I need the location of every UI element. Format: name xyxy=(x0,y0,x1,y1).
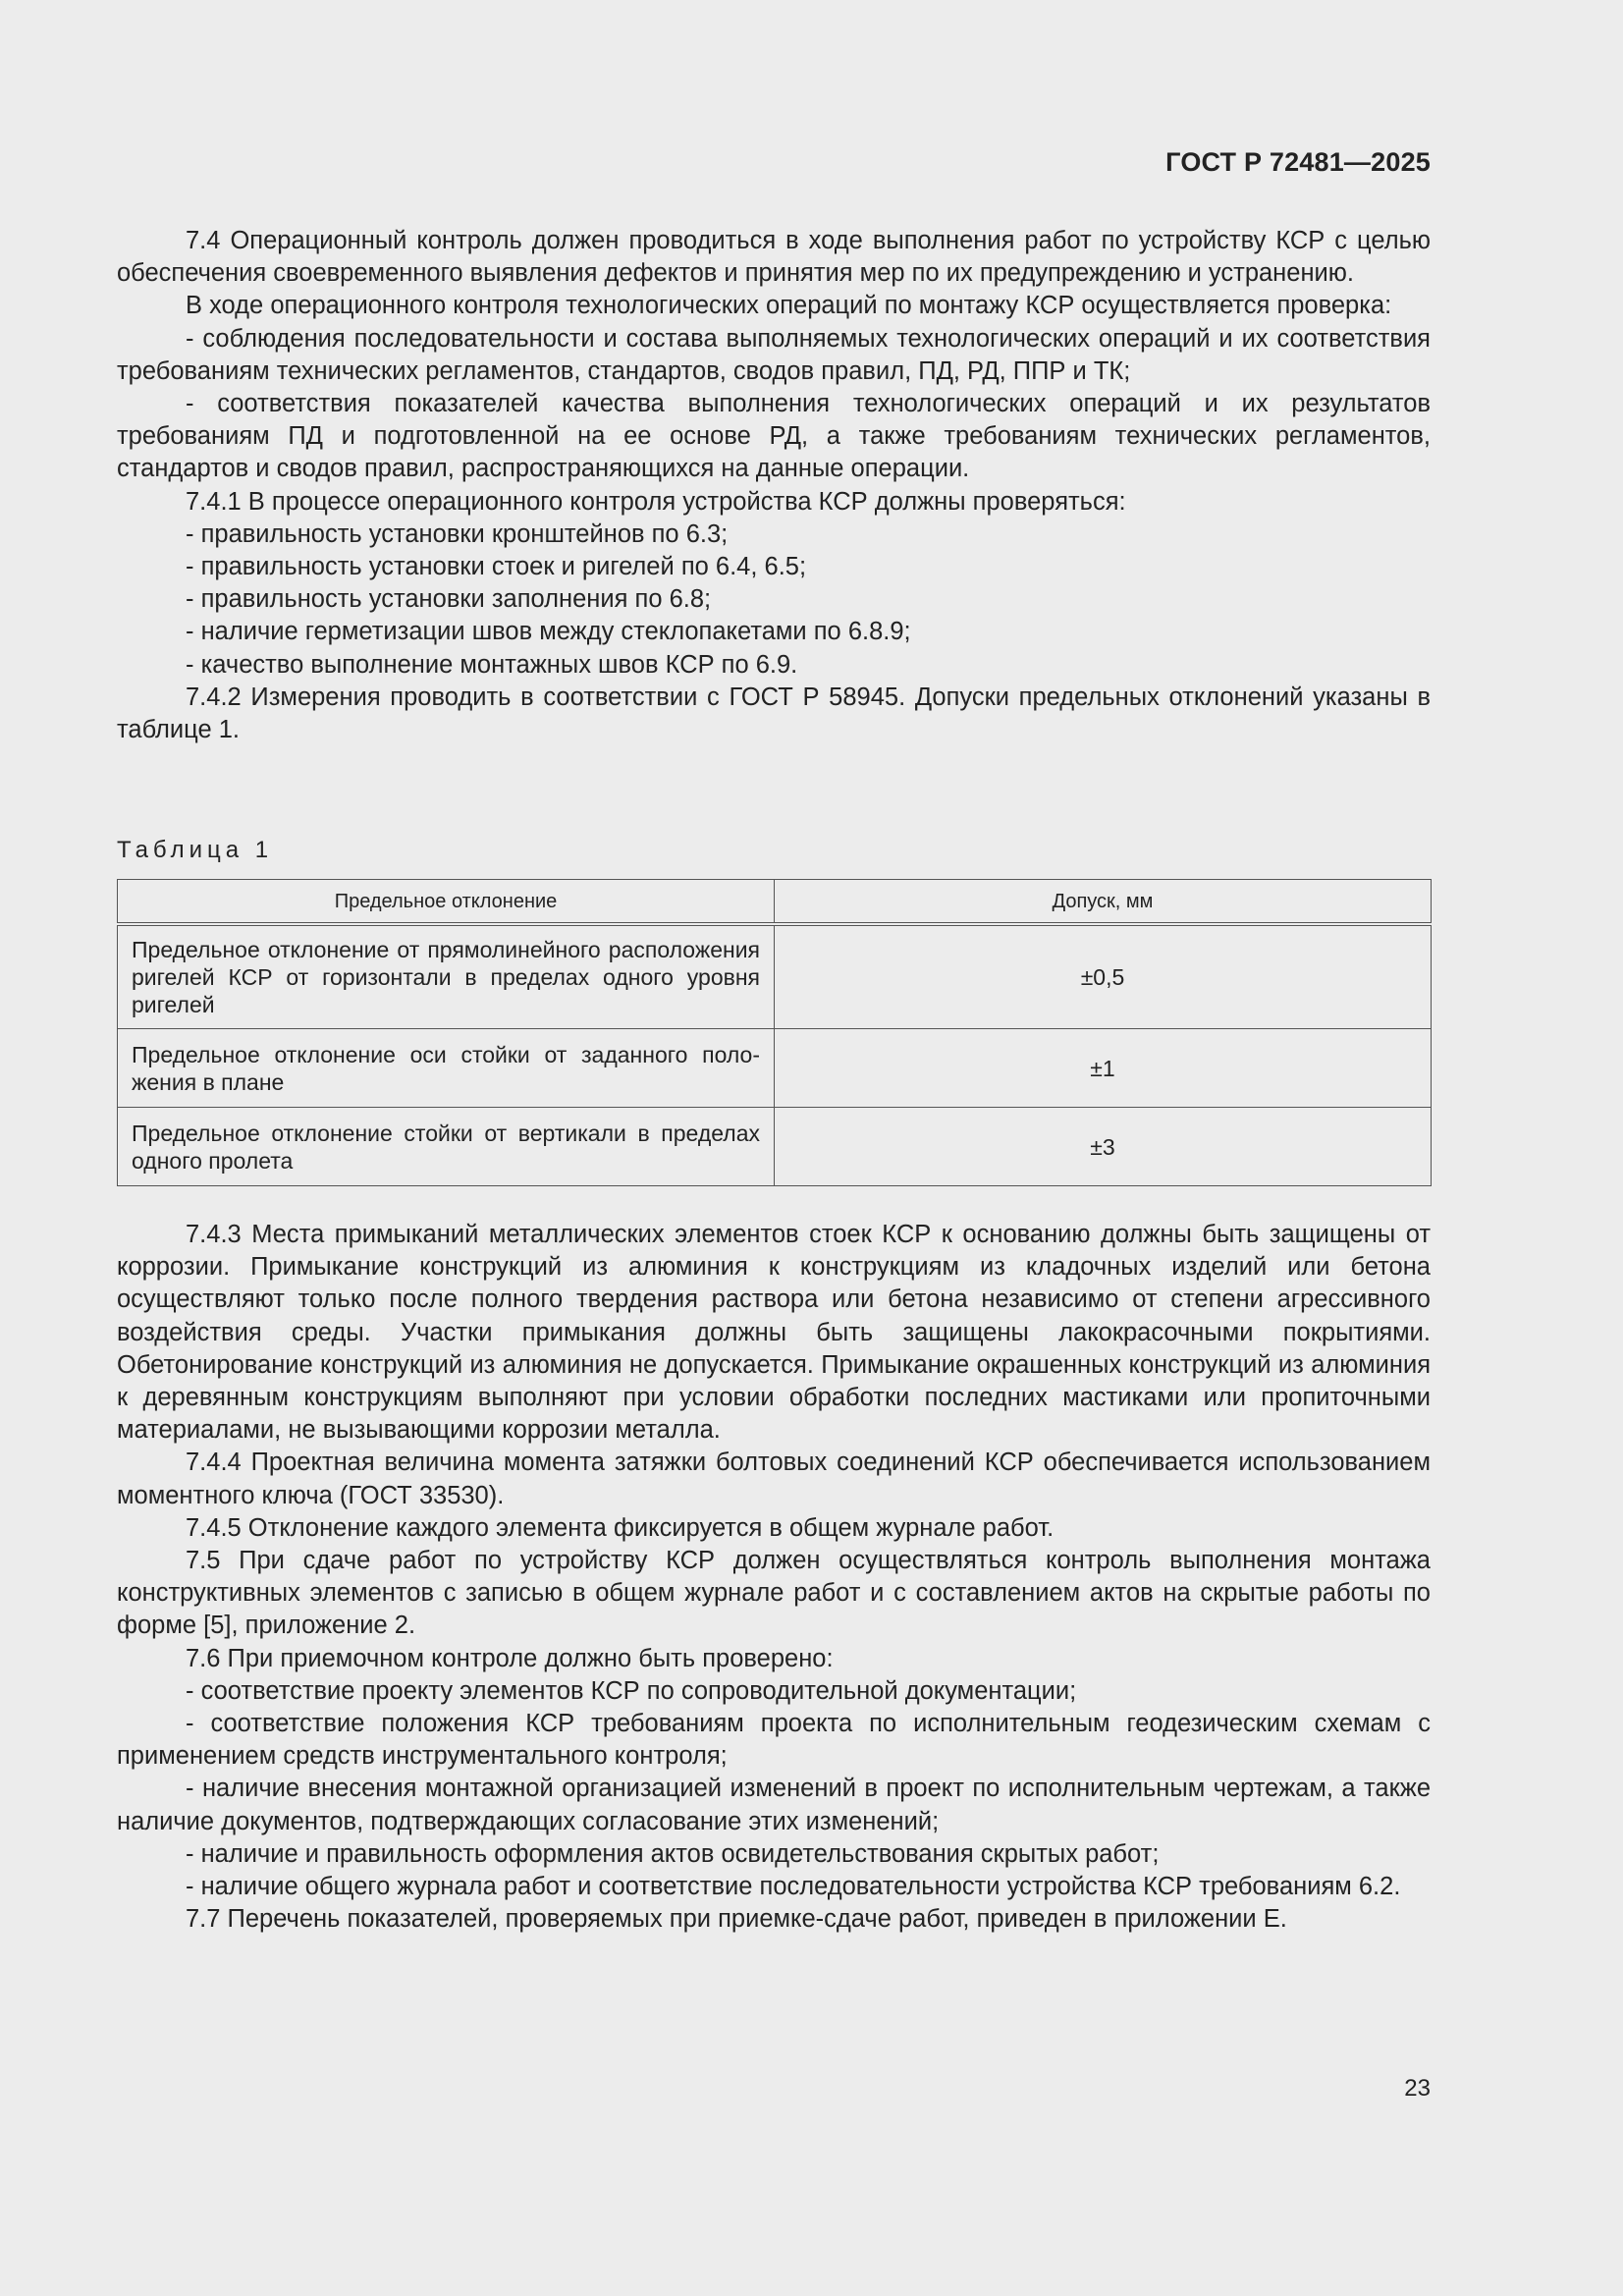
table-header-tolerance: Допуск, мм xyxy=(775,880,1432,925)
table-header-deviation: Предельное отклонение xyxy=(118,880,775,925)
paragraph-7-4-1: 7.4.1 В процессе операционного контроля устройства КСР должны проверяться: xyxy=(186,487,1126,516)
list-item: - наличие общего журнала работ и соответствие последовательности устройства КСР требованиям 6.2. xyxy=(186,1873,1401,1901)
bottom-text-block xyxy=(117,1219,1431,1936)
list-item: - наличие внесения монтажной организацией изменений в проект по исполнительным чертежам, а также наличие документов, подтверждающих согласование этих изменений; xyxy=(117,1775,1431,1835)
table-cell-deviation: Предельное отклонение оси стойки от заданного положения в плане xyxy=(118,1029,775,1108)
paragraph-7-4-4: 7.4.4 Проектная величина момента затяжки болтовых соединений КСР обеспечивается использованием моментного ключа (ГОСТ 33530). xyxy=(117,1449,1431,1509)
table-cell-tolerance: ±3 xyxy=(775,1108,1432,1186)
standard-header: ГОСТ Р 72481—2025 xyxy=(1165,147,1431,177)
paragraph-7-4: 7.4 Операционный контроль должен проводиться в ходе выполнения работ по устройству КСР с целью обеспечения своевременного выявления дефектов и принятия мер по их предупреждению и устранению. xyxy=(117,227,1431,288)
paragraph-7-5: 7.5 При сдаче работ по устройству КСР должен осуществляться контроль выполнения монтажа конструктивных элементов с записью в общем журнале работ и с составлением актов на скрытые работы по форме [5], приложение 2. xyxy=(117,1547,1431,1640)
list-item: - наличие и правильность оформления актов освидетельствования скрытых работ; xyxy=(186,1839,1160,1868)
list-item: - соответствие проекту элементов КСР по сопроводительной документации; xyxy=(186,1676,1077,1705)
paragraph-7-4-2: 7.4.2 Измерения проводить в соответствии с ГОСТ Р 58945. Допуски предельных отклонений указаны в таблице 1. xyxy=(117,683,1431,744)
table-cell-deviation: Предельное отклонение стойки от вертикали в пределах одного пролета xyxy=(118,1108,775,1186)
table-cell-tolerance: ±1 xyxy=(775,1029,1432,1108)
list-item: - качество выполнение монтажных швов КСР по 6.9. xyxy=(186,650,798,679)
page-number: 23 xyxy=(1404,2075,1431,2102)
top-text-block xyxy=(117,225,1431,746)
table-cell-deviation: Предельное отклонение от прямолинейного расположения ригелей КСР от горизонтали в пределах одного уровня ригелей xyxy=(118,924,775,1029)
table-row xyxy=(118,924,1432,1029)
table-caption: Таблица 1 xyxy=(117,837,274,863)
list-item: - соответствия показателей качества выполнения технологических операций и их результатов требованиям ПД и подготовленной на ее основе РД, а также требованиям технических регламентов, стандартов и сводов правил, распространяющихся на данные операции. xyxy=(117,390,1431,483)
paragraph-7-4-3: 7.4.3 Места примыканий металлических элементов стоек КСР к основанию должны быть защищены от коррозии. Примыкание конструкций из алюминия к конструкциям из кладочных изделий или бетона осуществляют только после полного твердения раствора или бетона независимо от степени агрессивного воздействия среды. Участки примыкания должны быть защищены лакокрасочными покрытиями. Обетонирование конструкций из алюминия не допускается. Примыкание окрашенных конструкций из алюминия к деревянным конструкциям выполняют при условии обработки последних мастиками или пропиточными материалами, не вызывающими коррозии металла. xyxy=(117,1221,1431,1445)
table-cell-tolerance: ±0,5 xyxy=(775,924,1432,1029)
table-header-row xyxy=(118,880,1432,925)
list-item: - правильность установки заполнения по 6.8; xyxy=(186,585,712,614)
tolerance-table xyxy=(117,879,1432,1186)
list-item: - соблюдения последовательности и состава выполняемых технологических операций и их соответствия требованиям технических регламентов, стандартов, сводов правил, ПД, РД, ППР и ТК; xyxy=(117,324,1431,385)
paragraph-7-4-5: 7.4.5 Отклонение каждого элемента фиксируется в общем журнале работ. xyxy=(186,1513,1055,1542)
table-row xyxy=(118,1108,1432,1186)
table-row xyxy=(118,1029,1432,1108)
paragraph-7-7: 7.7 Перечень показателей, проверяемых при приемке-сдаче работ, приведен в приложении Е. xyxy=(186,1905,1287,1934)
list-item: - соответствие положения КСР требованиям проекта по исполнительным геодезическим схемам с применением средств инструментального контроля; xyxy=(117,1710,1431,1771)
paragraph-7-6: 7.6 При приемочном контроле должно быть проверено: xyxy=(186,1644,834,1672)
list-item: - правильность установки стоек и ригелей по 6.4, 6.5; xyxy=(186,553,807,581)
list-item: - правильность установки кронштейнов по 6.3; xyxy=(186,519,729,548)
list-item: - наличие герметизации швов между стеклопакетами по 6.8.9; xyxy=(186,618,911,646)
paragraph-operational-control: В ходе операционного контроля технологических операций по монтажу КСР осуществляется проверка: xyxy=(186,292,1392,320)
